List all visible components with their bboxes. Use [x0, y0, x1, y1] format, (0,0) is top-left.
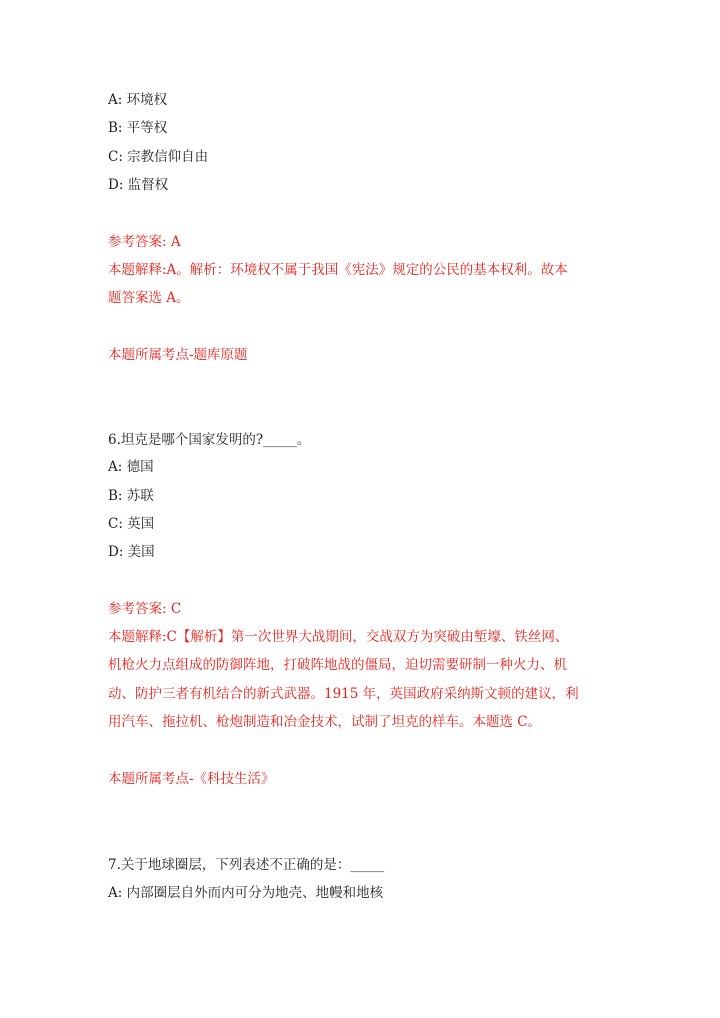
- option-d: D: 美国: [108, 544, 155, 560]
- explanation-line: 动、防护三者有机结合的新式武器。1915 年，英国政府采纳斯文顿的建议，利: [108, 686, 579, 702]
- option-c: C: 英国: [108, 516, 155, 532]
- option-b: B: 苏联: [108, 488, 154, 504]
- option-a: A: 环境权: [108, 92, 168, 108]
- option-b: B: 平等权: [108, 120, 168, 136]
- answer-label: 参考答案: C: [108, 601, 182, 617]
- topic-label: 本题所属考点-题库原题: [108, 347, 248, 363]
- explanation-line: 用汽车、拖拉机、枪炮制造和冶金技术，试制了坦克的样车。本题选 C。: [108, 714, 542, 730]
- option-d: D: 监督权: [108, 177, 169, 193]
- option-a: A: 德国: [108, 459, 154, 475]
- answer-label: 参考答案: A: [108, 234, 181, 250]
- question-text: 7.关于地球圈层，下列表述不正确的是：_____: [108, 857, 385, 873]
- explanation-line: 本题解释:C【解析】第一次世界大战期间，交战双方为突破由堑壕、铁丝网、: [108, 629, 569, 645]
- explanation-line: 机枪火力点组成的防御阵地，打破阵地战的僵局，迫切需要研制一种火力、机: [108, 657, 567, 673]
- question-text: 6.坦克是哪个国家发明的?_____。: [108, 432, 311, 448]
- topic-label: 本题所属考点-《科技生活》: [108, 771, 275, 787]
- option-a: A: 内部圈层自外而内可分为地壳、地幔和地核: [108, 885, 384, 901]
- explanation-line: 本题解释:A。解析：环境权不属于我国《宪法》规定的公民的基本权利。故本: [108, 262, 568, 278]
- explanation-line: 题答案选 A。: [108, 290, 190, 306]
- option-c: C: 宗教信仰自由: [108, 149, 209, 165]
